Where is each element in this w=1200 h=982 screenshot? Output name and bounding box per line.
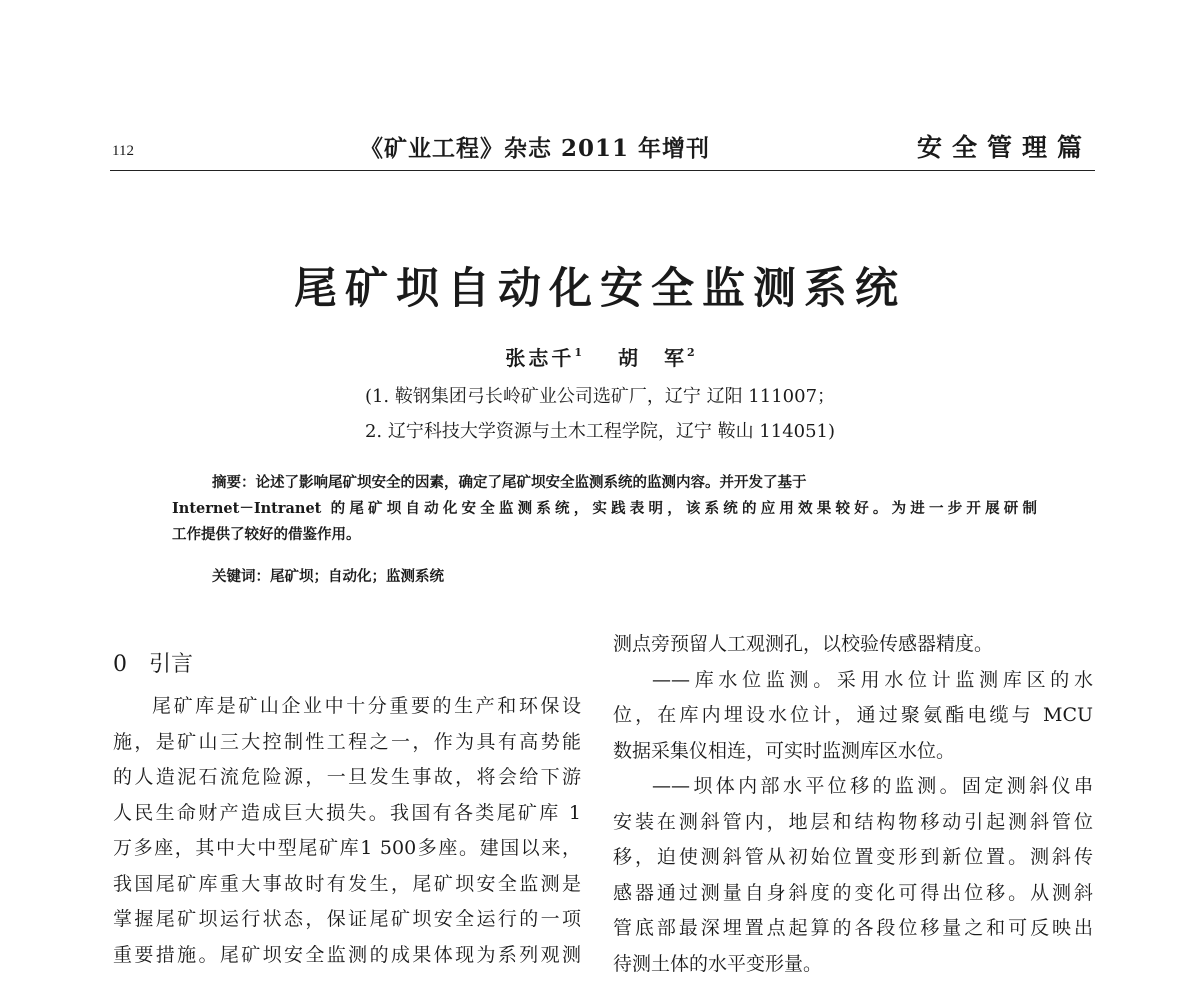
left-column bbox=[113, 689, 581, 973]
right-line: 待测土体的水平变形量。 bbox=[613, 947, 1093, 982]
section-header: 安全管理篇 bbox=[917, 128, 1092, 164]
left-line: 万多座，其中大中型尾矿库1 500多座。建国以来， bbox=[113, 831, 581, 867]
abstract-line-3: 工作提供了较好的借鉴作用。 bbox=[172, 522, 1037, 548]
right-line: ——坝体内部水平位移的监测。固定测斜仪串 bbox=[613, 769, 1093, 805]
right-line: 移，迫使测斜管从初始位置变形到新位置。测斜传 bbox=[613, 840, 1093, 876]
header-rule bbox=[110, 170, 1095, 171]
author-1-name: 张志千 bbox=[505, 346, 574, 370]
journal-header: 《矿业工程》杂志 2011 年增刊 bbox=[360, 130, 710, 163]
right-line: 测点旁预留人工观测孔，以校验传感器精度。 bbox=[613, 627, 1093, 663]
keywords-label: 关键词： bbox=[212, 568, 270, 585]
abstract-label: 摘要： bbox=[212, 474, 256, 491]
page-number: 112 bbox=[112, 143, 134, 160]
right-line: 位，在库内埋设水位计，通过聚氨酯电缆与 MCU bbox=[613, 698, 1093, 734]
author-2-name: 胡 军 bbox=[618, 346, 687, 370]
left-line: 尾矿库是矿山企业中十分重要的生产和环保设 bbox=[113, 689, 581, 725]
section-title: 引言 bbox=[149, 652, 193, 677]
paper-title: 尾矿坝自动化安全监测系统 bbox=[0, 255, 1200, 316]
left-line: 的人造泥石流危险源，一旦发生事故，将会给下游 bbox=[113, 760, 581, 796]
left-line: 人民生命财产造成巨大损失。我国有各类尾矿库 1 bbox=[113, 796, 581, 832]
left-line: 掌握尾矿坝运行状态，保证尾矿坝安全运行的一项 bbox=[113, 902, 581, 938]
abstract-text-1: 论述了影响尾矿坝安全的因素，确定了尾矿坝安全监测系统的监测内容。并开发了基于 bbox=[256, 474, 807, 491]
affiliation-1: (1. 鞍钢集团弓长岭矿业公司选矿厂，辽宁 辽阳 111007； bbox=[0, 382, 1200, 408]
right-line: 数据采集仪相连，可实时监测库区水位。 bbox=[613, 734, 1093, 770]
left-line: 重要措施。尾矿坝安全监测的成果体现为系列观测 bbox=[113, 938, 581, 974]
left-line: 我国尾矿库重大事故时有发生，尾矿坝安全监测是 bbox=[113, 867, 581, 903]
author-line bbox=[0, 342, 1200, 371]
left-line: 施，是矿山三大控制性工程之一，作为具有高势能 bbox=[113, 725, 581, 761]
author-2-affil-mark: 2 bbox=[687, 346, 695, 359]
right-column bbox=[613, 627, 1093, 982]
abstract bbox=[172, 470, 1037, 548]
abstract-line-2: Internet－Intranet 的尾矿坝自动化安全监测系统，实践表明，该系统的应用效果较好。为进一步开展研制 bbox=[172, 496, 1037, 522]
section-number: 0 bbox=[113, 652, 127, 677]
keywords-text: 尾矿坝；自动化；监测系统 bbox=[270, 568, 444, 585]
keywords bbox=[212, 565, 444, 586]
right-line: 安装在测斜管内，地层和结构物移动引起测斜管位 bbox=[613, 805, 1093, 841]
right-line: 管底部最深埋置点起算的各段位移量之和可反映出 bbox=[613, 911, 1093, 947]
affiliation-2: 2. 辽宁科技大学资源与土木工程学院，辽宁 鞍山 114051) bbox=[0, 417, 1200, 443]
author-1-affil-mark: 1 bbox=[574, 346, 582, 359]
right-line: 感器通过测量自身斜度的变化可得出位移。从测斜 bbox=[613, 876, 1093, 912]
right-line: ——库水位监测。采用水位计监测库区的水 bbox=[613, 663, 1093, 699]
abstract-line-1 bbox=[172, 470, 1037, 496]
section-heading bbox=[113, 647, 193, 678]
